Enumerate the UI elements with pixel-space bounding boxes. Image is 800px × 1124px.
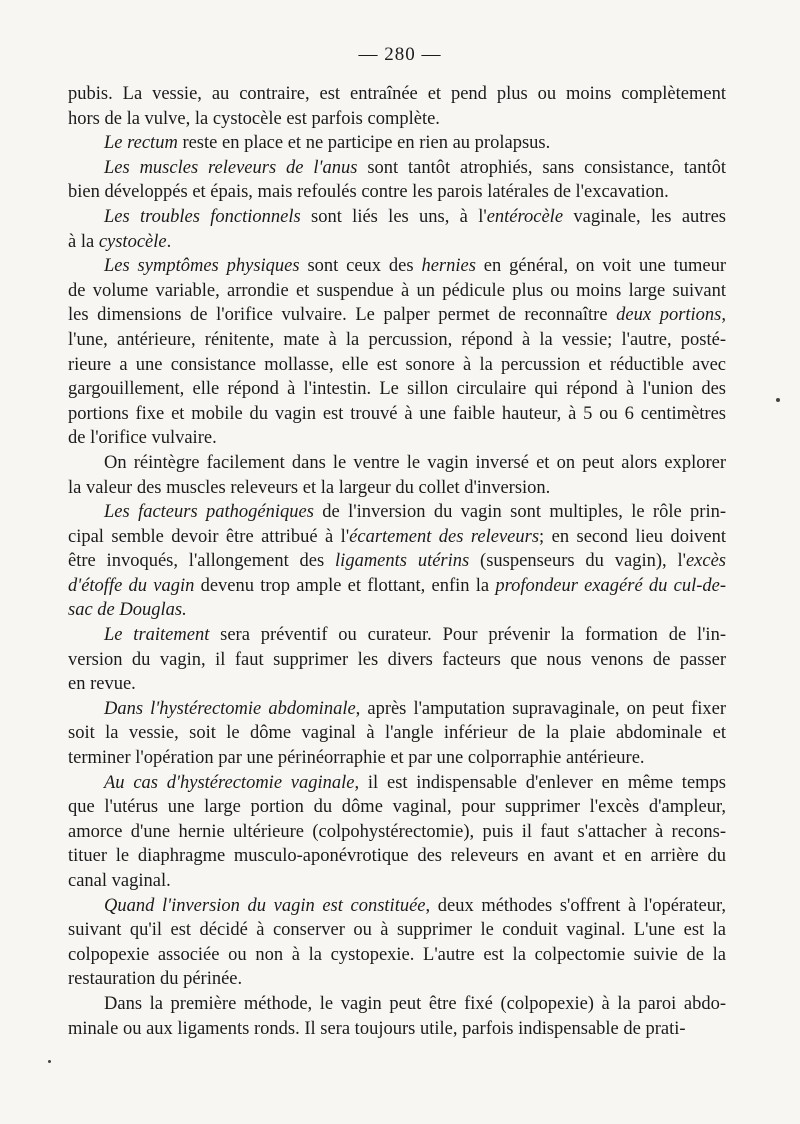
paragraph-first-line [68,205,726,230]
text-segment: ; en second lieu doivent [539,526,726,547]
paragraph-first-line [68,500,726,525]
italic-phrase: Dans l'hystérectomie abdominale [104,698,356,719]
text-segment: colpopexie associée ou non à la cystopexie. L'autre est la colpectomie suivie de la [68,944,726,965]
text-line [68,918,726,943]
text-line [68,402,726,427]
text-segment: devenu trop ample et flottant, enfin la [194,575,496,596]
text-line [68,672,726,697]
italic-phrase: profondeur exagéré du cul-de- [495,575,727,596]
text-segment: sera préventif ou curateur. Pour prévenir la formation de l'in- [209,625,726,646]
italic-phrase: Quand l'inversion du vagin est constituée [104,895,426,916]
text-line [68,598,726,623]
italic-phrase: ligaments utérins [335,551,470,572]
text-segment: , deux méthodes s'offrent à l'opérateur, [425,895,726,916]
text-segment: sont ceux des [299,256,422,277]
italic-phrase: excès [685,551,726,572]
text-segment: sont liés les uns, à l' [300,206,487,227]
scan-speck [48,1060,51,1063]
text-segment: On réintègre facilement dans le ventre le vagin inversé et on peut alors explorer [104,452,726,473]
scan-speck [776,398,780,402]
text-segment: restauration du périnée. [68,969,243,990]
text-segment: cipal semble devoir être attribué à l' [68,526,350,547]
text-segment: vaginale, les autres [563,206,726,227]
italic-phrase: Les troubles fonctionnels [104,206,301,227]
text-line [68,1017,726,1042]
italic-phrase: écartement des releveurs [349,526,540,547]
paragraph-first-line [68,623,726,648]
text-line [68,648,726,673]
paragraph-first-line [68,894,726,919]
italic-phrase: Au cas d'hystérectomie vaginale [104,772,355,793]
text-segment: gargouillement, elle répond à l'intestin. Le sillon circulaire qui répond à l'union des [68,379,726,400]
paragraph-first-line [68,771,726,796]
text-line [68,279,726,304]
text-line [68,746,726,771]
text-segment: terminer l'opération par une périnéorraphie et par une colporraphie antérieure. [68,748,645,769]
paragraph-first-line [68,254,726,279]
text-segment: hors de la vulve, la cystocèle est parfois complète. [68,108,440,129]
text-segment: en revue. [68,674,136,695]
text-segment: sont tantôt atrophiés, sans consistance, tantôt [357,157,726,178]
text-line [68,377,726,402]
text-segment: à la [68,231,99,252]
text-line [68,476,726,501]
text-segment: Dans la première méthode, le vagin peut être fixé (colpopexie) à la paroi abdo- [104,993,726,1014]
text-line [68,820,726,845]
paragraph-first-line [68,131,726,156]
text-segment: de l'orifice vulvaire. [68,428,217,449]
text-line [68,943,726,968]
italic-phrase: deux portions, [616,305,726,326]
text-line [68,844,726,869]
text-line [68,353,726,378]
italic-phrase: Les muscles releveurs de l'anus [104,157,358,178]
italic-phrase: Les symptômes physiques [104,256,300,277]
text-segment: , il est indispensable d'enlever en même temps [354,772,727,793]
text-segment: bien développés et épais, mais refoulés contre les parois latérales de l'excavation. [68,182,669,203]
text-segment: amorce d'une hernie ultérieure (colpohystérectomie), puis il faut s'attacher à recons- [68,821,726,842]
italic-phrase: Le traitement [104,625,210,646]
text-line [68,107,726,132]
paragraph-first-line [68,82,726,107]
paragraph-first-line [68,451,726,476]
text-line [68,230,726,255]
text-segment: les dimensions de l'orifice vulvaire. Le palper permet de reconnaître [68,305,617,326]
text-segment: (suspenseurs du vagin), l' [469,551,686,572]
text-segment: . [166,231,172,252]
paragraph-first-line [68,697,726,722]
text-line [68,967,726,992]
text-line [68,180,726,205]
italic-phrase: Le rectum [104,133,178,154]
text-line [68,426,726,451]
text-segment: la valeur des muscles releveurs et la largeur du collet d'inversion. [68,477,551,498]
text-segment: minale ou aux ligaments ronds. Il sera toujours utile, parfois indispensable de prati- [68,1018,686,1039]
text-segment: être invoqués, l'allongement des [68,551,336,572]
text-segment: en général, on voit une tumeur [475,256,726,277]
text-segment: l'une, antérieure, rénitente, mate à la percussion, répond à la vessie; l'autre, posté- [68,329,726,350]
paragraph-first-line [68,992,726,1017]
text-segment: tituer le diaphragme musculo-aponévrotique des releveurs en avant et en arrière du [68,846,726,867]
text-line [68,303,726,328]
text-line [68,795,726,820]
text-segment: suivant qu'il est décidé à conserver ou à supprimer le conduit vaginal. L'une est la [68,920,726,941]
text-segment: version du vagin, il faut supprimer les divers facteurs que nous venons de passer [68,649,726,670]
italic-phrase: d'étoffe du vagin [68,575,195,596]
text-line [68,869,726,894]
page-number: — 280 — [358,44,442,65]
italic-phrase: cystocèle [98,231,167,252]
text-segment: , après l'amputation supravaginale, on peut fixer [355,698,726,719]
text-line [68,574,726,599]
text-line [68,721,726,746]
text-line [68,525,726,550]
italic-phrase: hernies [421,256,476,277]
text-segment: rieure a une consistance mollasse, elle est sonore à la percussion et réductible avec [68,354,726,375]
paragraph-first-line [68,156,726,181]
italic-phrase: entérocèle [486,206,564,227]
italic-phrase: sac de Douglas. [68,600,187,621]
text-segment: de l'inversion du vagin sont multiples, le rôle prin- [313,502,726,523]
italic-phrase: Les facteurs pathogéniques [104,502,314,523]
text-line [68,328,726,353]
body-text [68,82,726,1041]
text-segment: canal vaginal. [68,871,171,891]
text-segment: portions fixe et mobile du vagin est trouvé à une faible hauteur, à 5 ou 6 centimètres [68,403,726,424]
text-line [68,549,726,574]
text-segment: soit la vessie, soit le dôme vaginal à l'angle inférieur de la plaie abdominale et [68,723,726,744]
text-segment: que l'utérus une large portion du dôme vaginal, pour supprimer l'excès d'ampleur, [68,797,726,818]
text-segment: reste en place et ne participe en rien au prolapsus. [177,133,551,154]
text-segment: de volume variable, arrondie et suspendue à un pédicule plus ou moins large suivant [68,280,726,301]
text-segment: pubis. La vessie, au contraire, est entraînée et pend plus ou moins complètement [68,84,726,104]
